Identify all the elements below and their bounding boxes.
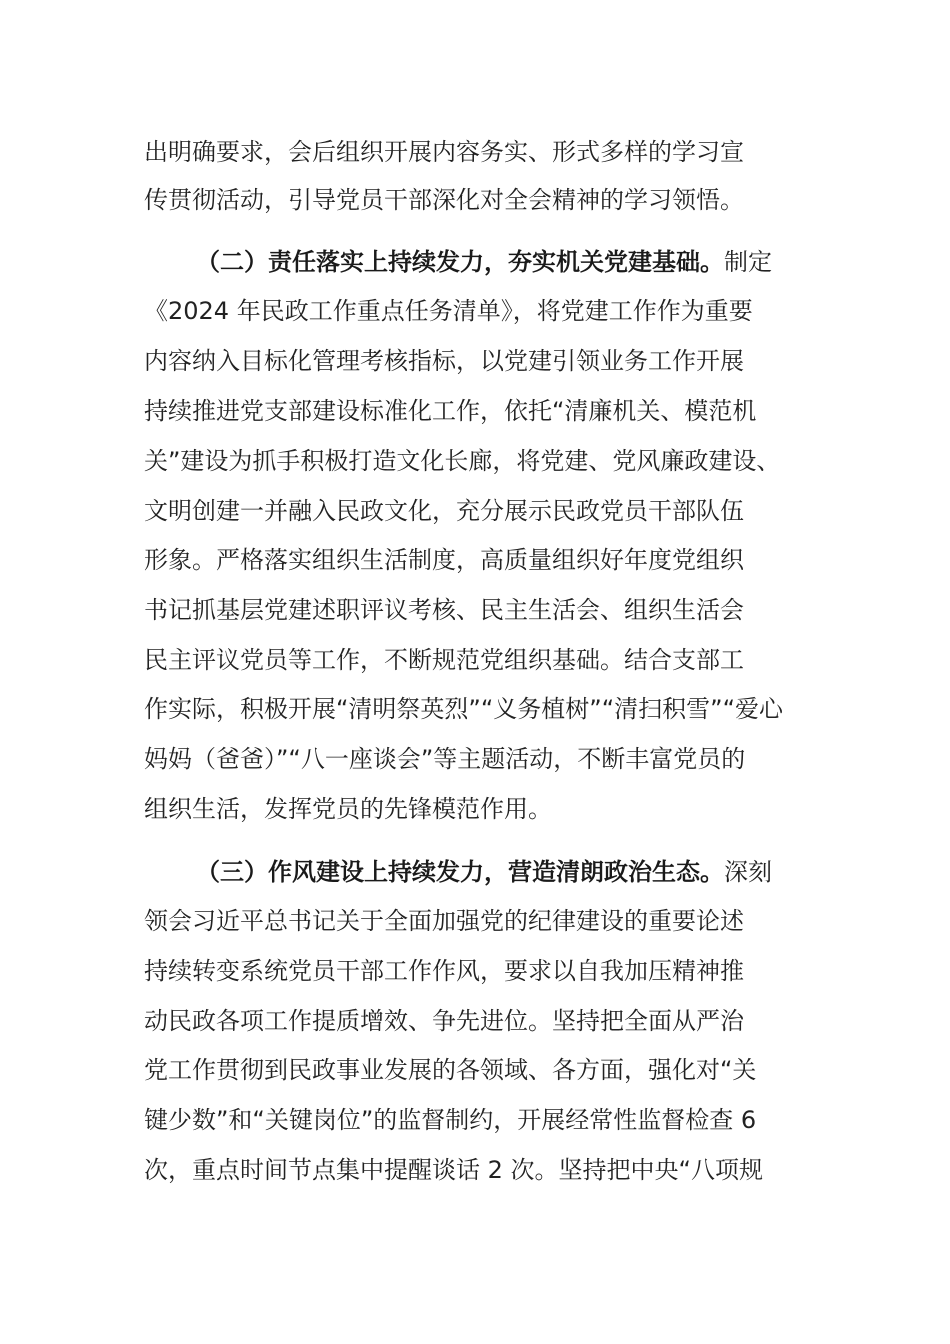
section-two-heading: （二）责任落实上持续发力，夯实机关党建基础。 [196,248,724,276]
section-two-line: 妈妈（爸爸）”“八一座谈会”等主题活动，不断丰富党员的 [144,745,746,773]
intro-line-1: 出明确要求，会后组织开展内容务实、形式多样的学习宣 [144,138,744,166]
section-two-line: 组织生活，发挥党员的先锋模范作用。 [144,795,552,823]
section-three-first-line-rest: 深刻 [724,858,772,886]
section-three-line: 领会习近平总书记关于全面加强党的纪律建设的重要论述 [144,907,744,935]
section-three-line: 持续转变系统党员干部工作作风，要求以自我加压精神推 [144,957,744,985]
section-three-line: 动民政各项工作提质增效、争先进位。坚持把全面从严治 [144,1007,744,1035]
section-three-first-line [196,854,772,890]
section-two-line: 内容纳入目标化管理考核指标，以党建引领业务工作开展 [144,347,744,375]
section-three-line: 党工作贯彻到民政事业发展的各领域、各方面，强化对“关 [144,1056,757,1084]
section-three-line: 键少数”和“关键岗位”的监督制约，开展经常性监督检查 6 [144,1106,757,1134]
section-two-line: 民主评议党员等工作，不断规范党组织基础。结合支部工 [144,646,744,674]
intro-line-2: 传贯彻活动，引导党员干部深化对全会精神的学习领悟。 [144,186,744,214]
section-three-heading: （三）作风建设上持续发力，营造清朗政治生态。 [196,858,724,886]
section-two-line: 关”建设为抓手积极打造文化长廊，将党建、党风廉政建设、 [144,447,781,475]
section-two-line: 《2024 年民政工作重点任务清单》，将党建工作作为重要 [144,297,753,325]
section-two-first-line-rest: 制定 [724,248,772,276]
section-two-line: 作实际，积极开展“清明祭英烈”“义务植树”“清扫积雪”“爱心 [144,695,784,723]
section-three-line: 次，重点时间节点集中提醒谈话 2 次。坚持把中央“八项规 [144,1156,763,1184]
section-two-line: 形象。严格落实组织生活制度，高质量组织好年度党组织 [144,546,744,574]
section-two-line: 持续推进党支部建设标准化工作，依托“清廉机关、模范机 [144,397,757,425]
section-two-line: 文明创建一并融入民政文化，充分展示民政党员干部队伍 [144,497,744,525]
section-two-line: 书记抓基层党建述职评议考核、民主生活会、组织生活会 [144,596,744,624]
section-two-first-line [196,244,772,280]
